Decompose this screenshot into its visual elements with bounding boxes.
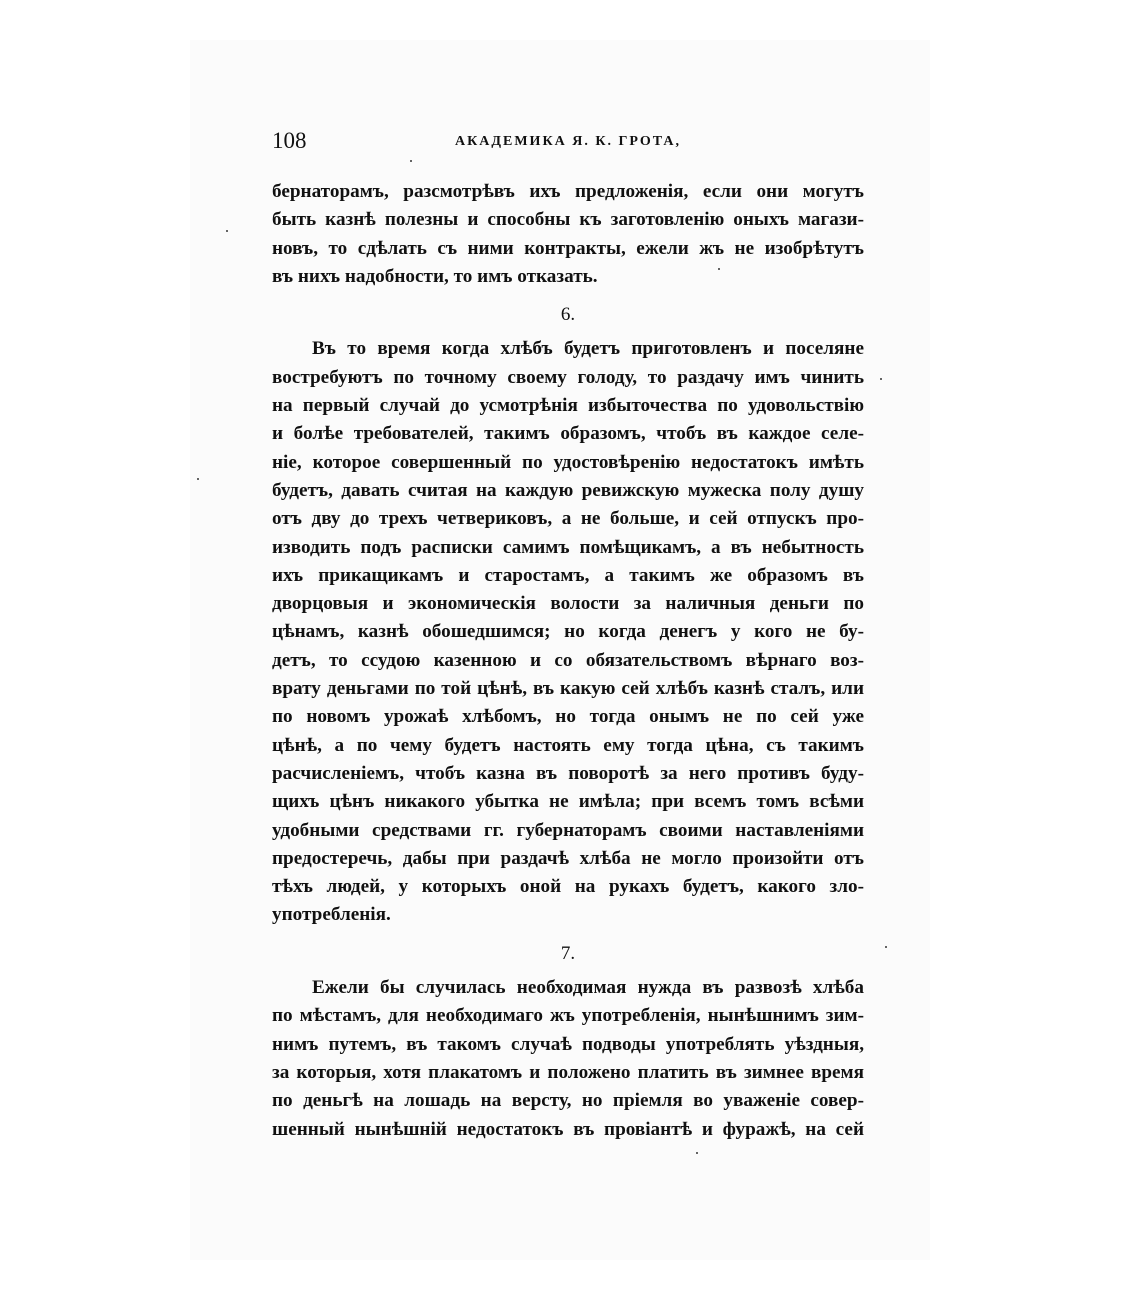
- text-line: изводить подъ расписки самимъ помѣщикамъ, а въ небытность: [272, 536, 864, 558]
- text-line: бернаторамъ, разсмотрѣвъ ихъ предложенія, если они могутъ: [272, 181, 864, 202]
- print-speck: [880, 378, 882, 380]
- section-7-paragraph: [272, 974, 864, 1144]
- print-speck: [696, 1152, 698, 1154]
- text-line: расчисленіемъ, чтобъ казна въ поворотѣ за него противъ буду-: [272, 762, 864, 784]
- print-speck: [410, 160, 412, 162]
- text-line: ніе, которое совершенный по удостовѣренію недостатокъ имѣть: [272, 451, 864, 473]
- text-line: цѣнамъ, казнѣ обошедшимся; но когда денегъ у кого не бу-: [272, 621, 864, 643]
- text-line: будетъ, давать считая на каждую ревижскую мужеска полу душу: [272, 479, 864, 501]
- text-line: Ежели бы случилась необходимая нужда въ развозѣ хлѣба: [312, 977, 864, 999]
- section-6-paragraph: [272, 335, 864, 929]
- text-line: детъ, то ссудою казенною и со обязательствомъ вѣрнаго воз-: [272, 649, 864, 671]
- text-line: въ нихъ надобности, то имъ отказать.: [272, 265, 598, 287]
- text-line: удобными средствами гг. губернаторамъ своими наставленіями: [272, 819, 864, 841]
- text-line: по мѣстамъ, для необходимаго жъ употребленія, нынѣшнимъ зим-: [272, 1005, 864, 1027]
- text-line: востребуютъ по точному своему голоду, то раздачу имъ чинить: [272, 366, 864, 388]
- print-speck: [226, 230, 228, 232]
- text-line: употребленія.: [272, 904, 391, 926]
- paragraph-continued: [272, 178, 864, 291]
- running-title: АКАДЕМИКА Я. К. ГРОТА,: [455, 134, 681, 149]
- text-line: и болѣе требователей, такимъ образомъ, чтобъ въ каждое селе-: [272, 423, 864, 445]
- text-line: отъ дву до трехъ четвериковъ, а не больше, и сей отпускъ про-: [272, 508, 864, 530]
- text-line: врату деньгами по той цѣнѣ, въ какую сей хлѣбъ казнѣ сталъ, или: [272, 678, 864, 700]
- print-speck: [197, 478, 199, 480]
- text-line: предостеречь, дабы при раздачѣ хлѣба не могло произойти отъ: [272, 847, 864, 869]
- page-body: [272, 178, 864, 1144]
- text-line: ихъ прикащикамъ и старостамъ, а такимъ же образомъ въ: [272, 564, 864, 586]
- print-speck: [718, 268, 720, 270]
- text-line: по деньгѣ на лошадь на версту, но пріемля во уваженіе совер-: [272, 1090, 864, 1112]
- print-speck: [885, 946, 887, 948]
- text-line: Въ то время когда хлѣбъ будетъ приготовленъ и поселяне: [312, 338, 864, 360]
- section-number: 6.: [560, 304, 576, 326]
- text-line: быть казнѣ полезны и способны къ заготовленію оныхъ магази-: [272, 209, 864, 231]
- page-number: 108: [272, 128, 307, 153]
- text-line: на первый случай до усмотрѣнія избыточества по удовольствію: [272, 395, 864, 417]
- text-line: нимъ путемъ, въ такомъ случаѣ подводы употреблять уѣздныя,: [272, 1033, 864, 1055]
- text-line: за которыя, хотя плакатомъ и положено платить въ зимнее время: [272, 1061, 864, 1083]
- text-line: новъ, то сдѣлать съ ними контракты, ежели жъ не изобрѣтутъ: [272, 237, 864, 259]
- section-number: 7.: [560, 942, 576, 964]
- page-header: [272, 128, 864, 162]
- text-line: тѣхъ людей, у которыхъ оной на рукахъ будетъ, какого зло-: [272, 876, 864, 898]
- text-line: дворцовыя и экономическія волости за наличныя деньги по: [272, 593, 864, 615]
- text-line: щихъ цѣнъ никакого убытка не имѣла; при всемъ томъ всѣми: [272, 791, 864, 813]
- text-line: шенный нынѣшній недостатокъ въ провіантѣ и фуражѣ, на сей: [272, 1118, 864, 1140]
- text-line: по новомъ урожаѣ хлѣбомъ, но тогда онымъ не по сей уже: [272, 706, 864, 728]
- text-line: цѣнѣ, а по чему будетъ настоять ему тогда цѣна, съ такимъ: [272, 734, 864, 756]
